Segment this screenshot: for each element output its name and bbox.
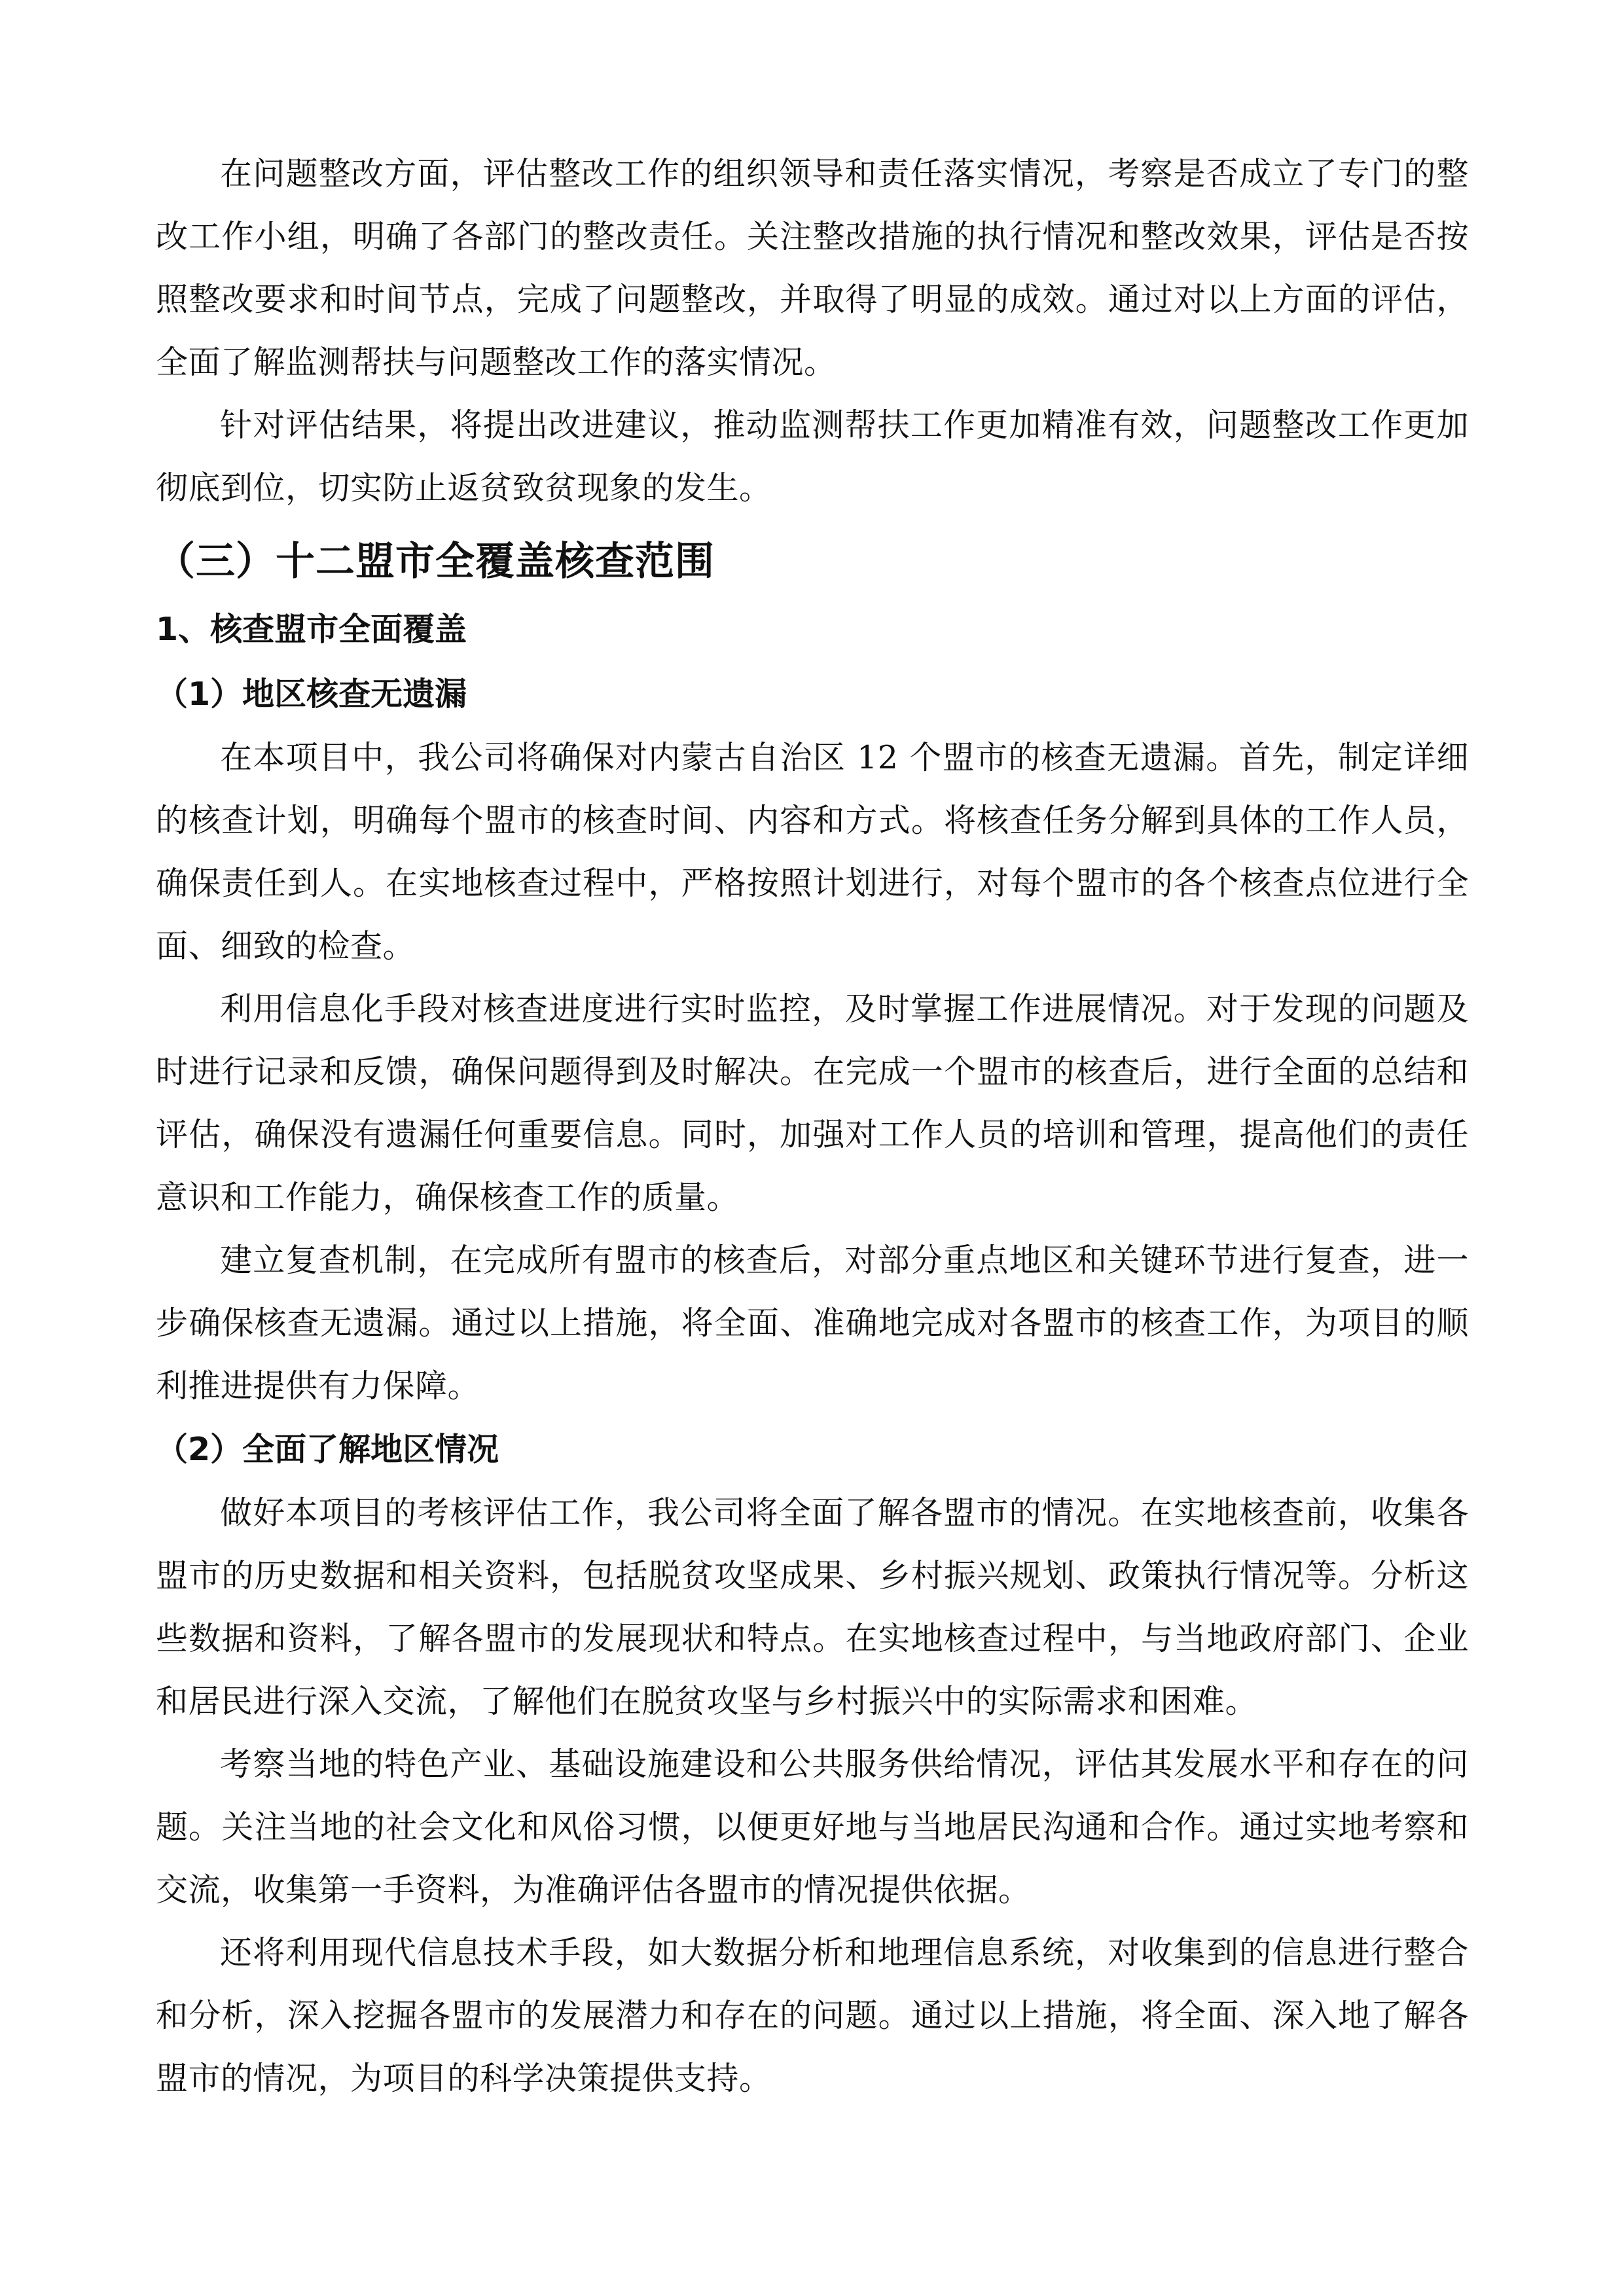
part-heading-1: （1）地区核查无遗漏: [156, 675, 467, 713]
body-paragraph: 考察当地的特色产业、基础设施建设和公共服务供给情况，评估其发展水平和存在的问题。关注当地的社会文化和风俗习惯，以便更好地与当地居民沟通和合作。通过实地考察和交流，收集第一手资料，为准确评估各盟市的情况提供依据。: [156, 1746, 1469, 1909]
section-heading: （三）十二盟市全覆盖核查范围: [156, 539, 715, 584]
part-heading-2: （2）全面了解地区情况: [156, 1431, 499, 1468]
body-paragraph: 利用信息化手段对核查进度进行实时监控，及时掌握工作进展情况。对于发现的问题及时进行记录和反馈，确保问题得到及时解决。在完成一个盟市的核查后，进行全面的总结和评估，确保没有遗漏任何重要信息。同时，加强对工作人员的培训和管理，提高他们的责任意识和工作能力，确保核查工作的质量。: [156, 990, 1469, 1216]
body-paragraph: 做好本项目的考核评估工作，我公司将全面了解各盟市的情况。在实地核查前，收集各盟市的历史数据和相关资料，包括脱贫攻坚成果、乡村振兴规划、政策执行情况等。分析这些数据和资料，了解各盟市的发展现状和特点。在实地核查过程中，与当地政府部门、企业和居民进行深入交流，了解他们在脱贫攻坚与乡村振兴中的实际需求和困难。: [156, 1494, 1469, 1720]
body-paragraph: 在问题整改方面，评估整改工作的组织领导和责任落实情况，考察是否成立了专门的整改工作小组，明确了各部门的整改责任。关注整改措施的执行情况和整改效果，评估是否按照整改要求和时间节点，完成了问题整改，并取得了明显的成效。通过对以上方面的评估，全面了解监测帮扶与问题整改工作的落实情况。: [156, 155, 1469, 381]
body-paragraph: 在本项目中，我公司将确保对内蒙古自治区 12 个盟市的核查无遗漏。首先，制定详细的核查计划，明确每个盟市的核查时间、内容和方式。将核查任务分解到具体的工作人员，确保责任到人。在实地核查过程中，严格按照计划进行，对每个盟市的各个核查点位进行全面、细致的检查。: [156, 739, 1469, 965]
subsection-heading: 1、核查盟市全面覆盖: [156, 611, 467, 648]
body-paragraph: 建立复查机制，在完成所有盟市的核查后，对部分重点地区和关键环节进行复查，进一步确保核查无遗漏。通过以上措施，将全面、准确地完成对各盟市的核查工作，为项目的顺利推进提供有力保障。: [156, 1242, 1469, 1405]
body-paragraph: 还将利用现代信息技术手段，如大数据分析和地理信息系统，对收集到的信息进行整合和分析，深入挖掘各盟市的发展潜力和存在的问题。通过以上措施，将全面、深入地了解各盟市的情况，为项目的科学决策提供支持。: [156, 1934, 1469, 2097]
body-paragraph: 针对评估结果，将提出改进建议，推动监测帮扶工作更加精准有效，问题整改工作更加彻底到位，切实防止返贫致贫现象的发生。: [156, 406, 1469, 507]
document-page: [156, 143, 1469, 2110]
